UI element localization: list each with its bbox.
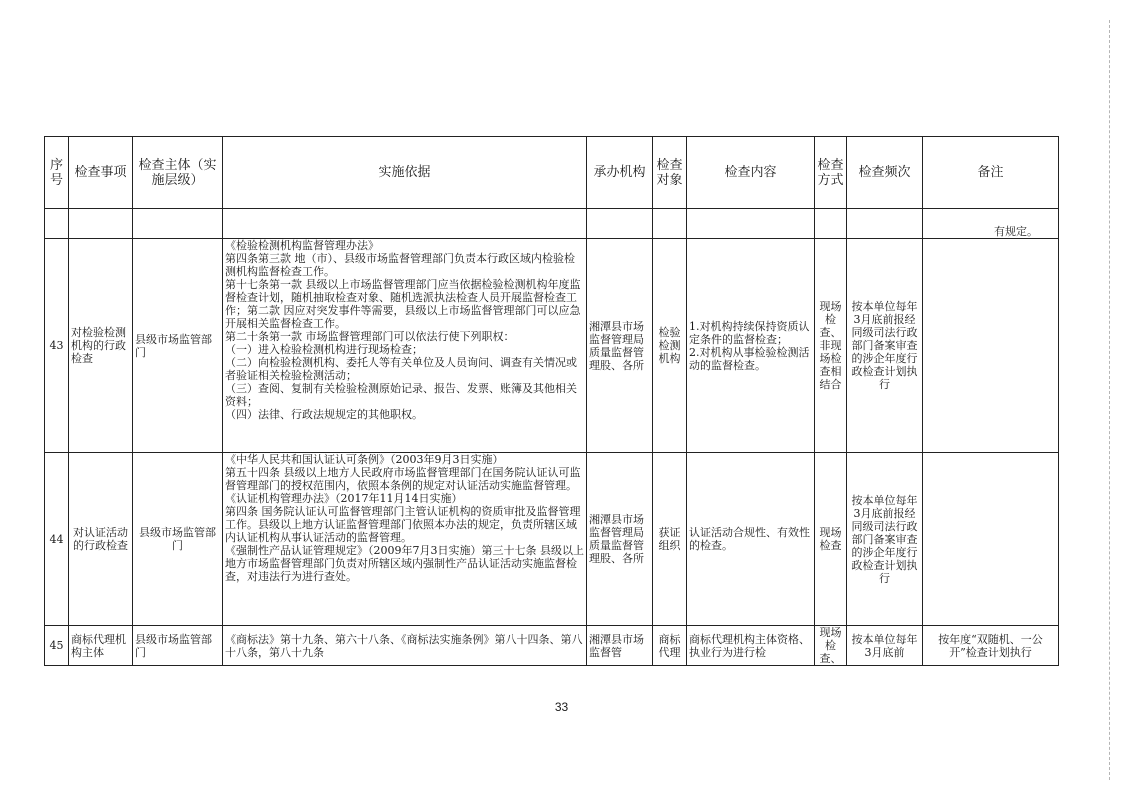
continuation-row (45, 209, 1059, 239)
basis-paragraph: （三）查阅、复制有关检验检测原始记录、报告、发票、账簿及其他相关资料； (225, 382, 577, 408)
basis-paragraph: 《强制性产品认证管理规定》（2009年7月3日实施）第三十七条 县级以上地方市场监督管理部门负责对所辖区域内强制性产品认证活动实施监督检查，对违法行为进行查处。 (225, 544, 584, 583)
row-subject: 县级市场监管部门 (133, 453, 223, 626)
row-remark (923, 239, 1059, 453)
row-subject: 县级市场监管部门 (133, 239, 223, 453)
row-no: 44 (45, 453, 69, 626)
row-content (687, 453, 815, 626)
row-item: 对认证活动的行政检查 (69, 453, 133, 626)
row-basis (223, 626, 587, 666)
row-agency: 湘潭县市场监督管理局质量监督管理股、各所 (587, 239, 653, 453)
basis-paragraph: 第二十条第一款 市场监督管理部门可以依法行使下列职权： (225, 330, 515, 343)
row-basis (223, 239, 587, 453)
row-remark (923, 453, 1059, 626)
header-remark: 备注 (923, 137, 1059, 209)
table-row (45, 239, 1059, 453)
row-frequency: 按本单位每年3月底前 (847, 626, 923, 666)
row-no: 43 (45, 239, 69, 453)
row-target: 检验检测机构 (653, 239, 687, 453)
row-agency: 湘潭县市场监督管 (587, 626, 653, 666)
basis-paragraph: 《检验检测机构监督管理办法》 (225, 239, 379, 252)
row-frequency: 按本单位每年3月底前报经同级司法行政部门备案审查的涉企年度行政检查计划执行 (847, 239, 923, 453)
row-remark: 按年度“双随机、一公开”检查计划执行 (923, 626, 1059, 666)
content-item: 商标代理机构主体资格、执业行为进行检 (689, 632, 810, 659)
basis-paragraph: （一）进入检验检测机构进行现场检查； (225, 343, 423, 356)
row-no: 45 (45, 626, 69, 666)
table-row (45, 626, 1059, 666)
page-number: 33 (554, 700, 569, 714)
content-item: 认证活动合规性、有效性的检查。 (689, 526, 810, 552)
row-target: 获证组织 (653, 453, 687, 626)
row-frequency: 按本单位每年3月底前报经同级司法行政部门备案审查的涉企年度行政检查计划执行 (847, 453, 923, 626)
content-item: 1.对机构持续保持资质认定条件的监督检查； (689, 319, 810, 346)
row-method: 现场检查 (815, 453, 847, 626)
header-no: 序号 (45, 137, 69, 209)
row-content (687, 626, 815, 666)
row-target: 商标代理 (653, 626, 687, 666)
continuation-remark: 有规定。 (923, 209, 1059, 239)
header-item: 检查事项 (69, 137, 133, 209)
header-subject: 检查主体（实施层级） (133, 137, 223, 209)
table-row (45, 453, 1059, 626)
basis-paragraph: 第四条第三款 地（市）、县级市场监督管理部门负责本行政区域内检验检测机构监督检查工作。 (225, 252, 575, 278)
inspection-table (44, 136, 1059, 666)
page-edge-line (1109, 20, 1110, 780)
row-method: 现场检查、 (815, 626, 847, 666)
basis-paragraph: 第五十四条 县级以上地方人民政府市场监督管理部门在国务院认证认可监督管理部门的授权范围内，依照本条例的规定对认证活动实施监督管理。 (225, 466, 581, 492)
basis-paragraph: （二）向检验检测机构、委托人等有关单位及人员询问、调查有关情况或者验证相关检验检测活动； (225, 356, 577, 382)
row-content (687, 239, 815, 453)
row-basis (223, 453, 587, 626)
basis-paragraph: 《中华人民共和国认证认可条例》（2003年9月3日实施） (225, 453, 504, 466)
basis-paragraph: （四）法律、行政法规规定的其他职权。 (225, 408, 423, 421)
basis-paragraph: 第四条 国务院认证认可监督管理部门主管认证机构的资质审批及监督管理工作。县级以上地方认证监督管理部门依照本办法的规定，负责所辖区域内认证机构从事认证活动的监督管理。 (225, 505, 581, 544)
content-item: 2.对机构从事检验检测活动的监督检查。 (689, 345, 810, 372)
row-method: 现场检查、非现场检查相结合 (815, 239, 847, 453)
header-basis: 实施依据 (223, 137, 587, 209)
header-agency: 承办机构 (587, 137, 653, 209)
table-header-row (45, 137, 1059, 209)
basis-paragraph: 《认证机构管理办法》（2017年11月14日实施） (225, 492, 463, 505)
header-frequency: 检查频次 (847, 137, 923, 209)
row-item: 商标代理机构主体 (69, 626, 133, 666)
row-subject: 县级市场监管部门 (133, 626, 223, 666)
basis-paragraph: 《商标法》第十九条、第六十八条、《商标法实施条例》第八十四条、第八十八条，第八十九条 (225, 632, 583, 659)
header-method: 检查方式 (815, 137, 847, 209)
header-target: 检查对象 (653, 137, 687, 209)
header-content: 检查内容 (687, 137, 815, 209)
row-item: 对检验检测机构的行政检查 (69, 239, 133, 453)
row-agency: 湘潭县市场监督管理局质量监督管理股、各所 (587, 453, 653, 626)
basis-paragraph: 第十七条第一款 县级以上市场监督管理部门应当依据检验检测机构年度监督检查计划，随机抽取检查对象、随机选派执法检查人员开展监督检查工作；第二款 因应对突发事件等需要，县级以上市场监督管理部门可以应急开展相关监督检查工作。 (225, 278, 581, 330)
